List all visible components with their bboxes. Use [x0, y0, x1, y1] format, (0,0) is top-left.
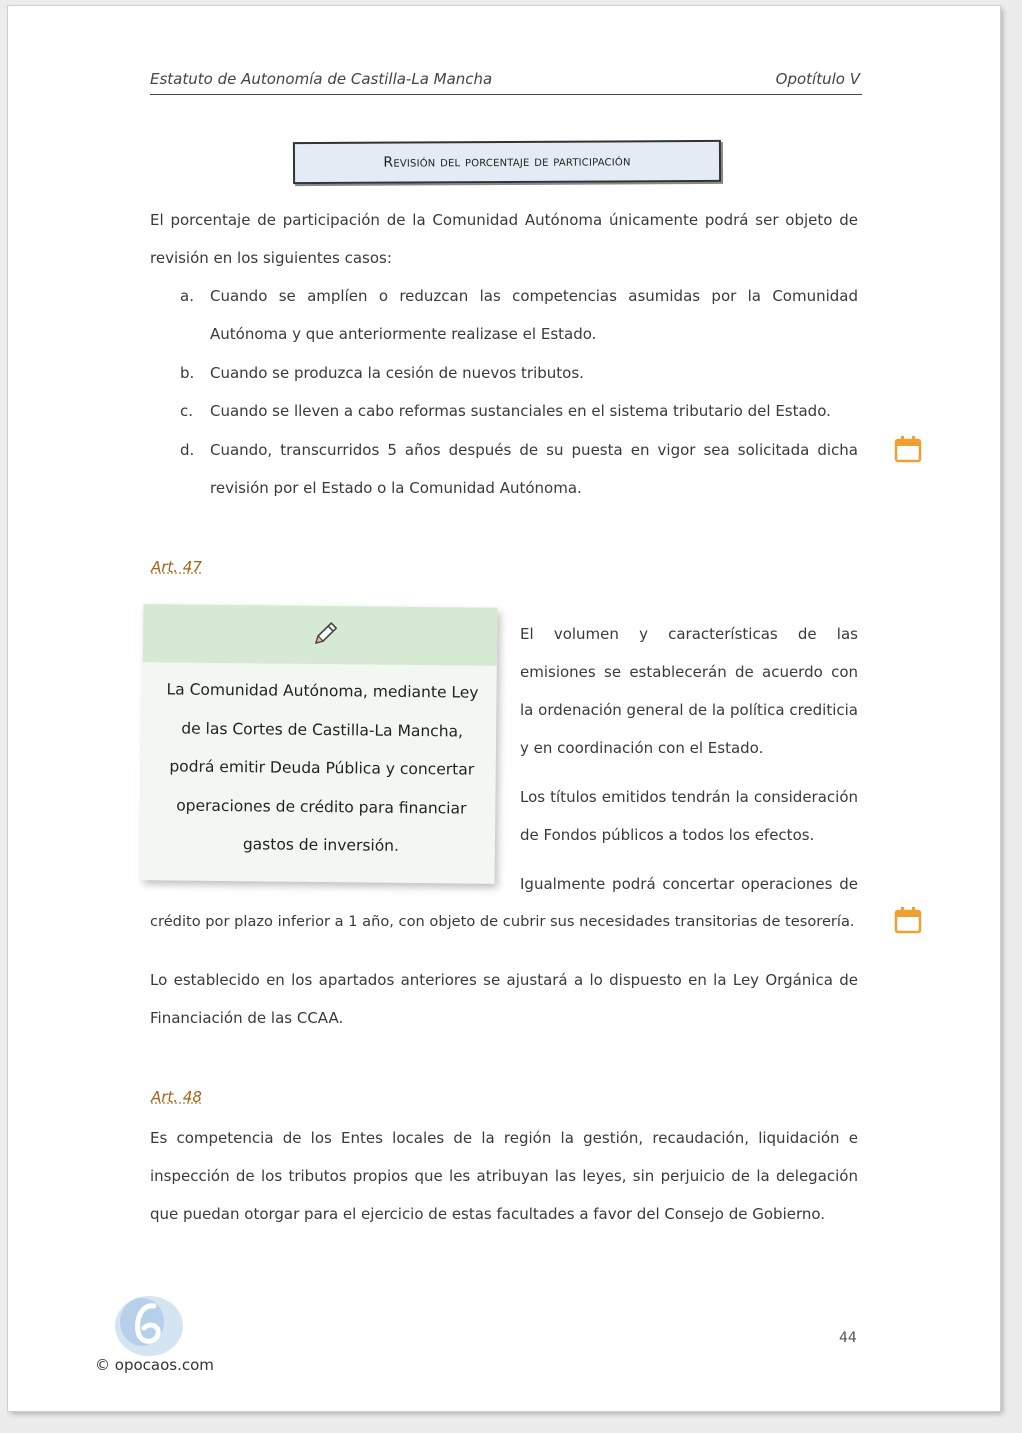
- article-48-label: Art. 48: [151, 1088, 202, 1106]
- article-47-paragraph-4: Lo establecido en los apartados anteriores se ajustará a lo dispuesto en la Ley Orgánica de Financiación de las CCAA.: [150, 971, 858, 1027]
- page-number: 44: [839, 1330, 857, 1346]
- article-47-label: Art. 47: [151, 558, 202, 576]
- article-48-paragraph: Es competencia de los Entes locales de la región la gestión, recaudación, liquidación e inspección de los tributos propios que les atribuyan las leyes, sin perjuicio de la delegación que puedan otorgar para el ejercicio de estas facultades a favor del Consejo de Gobierno.: [150, 1129, 858, 1223]
- copyright-text: © opocaos.com: [95, 1356, 214, 1374]
- sticky-note: [141, 604, 498, 884]
- list-text: Cuando, transcurridos 5 años después de su puesta en vigor sea solicitada dicha revisión por el Estado o la Comunidad Autónoma.: [210, 441, 858, 497]
- calendar-icon[interactable]: [894, 906, 922, 934]
- article-47-paragraph-3-start: Igualmente podrá concertar operaciones de: [520, 875, 858, 893]
- section-title: Revisión del porcentaje de participación: [383, 153, 631, 171]
- intro-paragraph: El porcentaje de participación de la Comunidad Autónoma únicamente podrá ser objeto de revisión en los siguientes casos:: [150, 211, 858, 267]
- article-47-paragraph-1: El volumen y características de las emisiones se establecerán de acuerdo con la ordenación general de la política crediticia y en coordinación con el Estado.: [520, 625, 858, 757]
- header-chapter: Opotítulo V: [775, 70, 860, 88]
- section-title-box: [293, 140, 721, 184]
- page-header: [150, 68, 862, 95]
- list-text: Cuando se produzca la cesión de nuevos tributos.: [210, 364, 584, 382]
- article-47-paragraph-2: Los títulos emitidos tendrán la consideración de Fondos públicos a todos los efectos.: [520, 788, 858, 844]
- header-title: Estatuto de Autonomía de Castilla-La Mancha: [150, 70, 493, 88]
- opocaos-logo: [104, 1292, 194, 1362]
- list-item: [180, 392, 858, 430]
- list-marker: c.: [180, 402, 194, 420]
- list-marker: b.: [180, 364, 195, 382]
- article-47-paragraph-3-end: crédito por plazo inferior a 1 año, con objeto de cubrir sus necesidades transitorias de tesorería.: [150, 913, 855, 930]
- list-item: [180, 277, 858, 353]
- calendar-icon[interactable]: [894, 435, 922, 463]
- list-text: Cuando se amplíen o reduzcan las competencias asumidas por la Comunidad Autónoma y que anteriormente realizase el Estado.: [210, 287, 858, 343]
- pencil-icon: [311, 620, 339, 648]
- list-item: [180, 431, 858, 507]
- list-item: [180, 354, 858, 392]
- note-text: La Comunidad Autónoma, mediante Ley de las Cortes de Castilla-La Mancha, podrá emitir Deuda Pública y concertar operaciones de crédito para financiar gastos de inversión.: [166, 680, 479, 855]
- list-marker: a.: [180, 287, 194, 305]
- list-marker: d.: [180, 441, 195, 459]
- list-text: Cuando se lleven a cabo reformas sustanciales en el sistema tributario del Estado.: [210, 402, 831, 420]
